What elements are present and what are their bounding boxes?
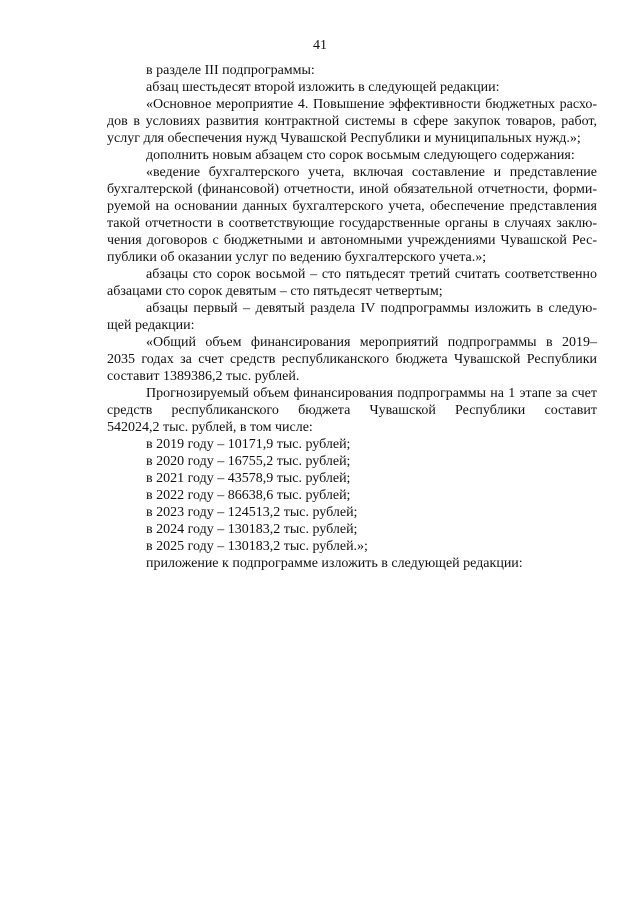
page-number: 41 <box>313 38 327 53</box>
text-line: абзацы сто сорок восьмой – сто пятьдесят третий считать соответственно <box>146 267 597 282</box>
text-line: составит 1389386,2 тыс. рублей. <box>107 369 300 384</box>
text-line: чения договоров с бюджетными и автономными учреждениями Чувашской Рес- <box>107 233 597 248</box>
text-line: Прогнозируемый объем финансирования подпрограммы на 1 этапе за счет <box>146 386 597 401</box>
text-line: в 2021 году – 43578,9 тыс. рублей; <box>146 471 351 486</box>
text-line: в 2025 году – 130183,2 тыс. рублей.»; <box>146 539 368 554</box>
text-line: такой отчетности в соответствующие государственные органы в случаях заклю- <box>107 216 597 231</box>
document-body <box>107 62 597 572</box>
text-line: дополнить новым абзацем сто сорок восьмым следующего содержания: <box>146 148 575 163</box>
text-line: 2035 годах за счет средств республиканского бюджета Чувашской Республики <box>107 352 597 367</box>
text-line: услуг для обеспечения нужд Чувашской Республики и муниципальных нужд.»; <box>107 131 581 146</box>
text-line: в 2024 году – 130183,2 тыс. рублей; <box>146 522 358 537</box>
text-line: 542024,2 тыс. рублей, в том числе: <box>107 420 313 435</box>
text-line: дов в условиях развития контрактной системы в сфере закупок товаров, работ, <box>107 114 597 129</box>
text-line: в 2022 году – 86638,6 тыс. рублей; <box>146 488 351 503</box>
text-line: приложение к подпрограмме изложить в следующей редакции: <box>146 556 523 571</box>
text-line: в разделе III подпрограммы: <box>146 63 315 78</box>
text-line: «ведение бухгалтерского учета, включая составление и представление <box>146 165 597 180</box>
text-line: абзацами сто сорок девятым – сто пятьдесят четвертым; <box>107 284 443 299</box>
text-line: «Основное мероприятие 4. Повышение эффективности бюджетных расхо- <box>146 97 597 112</box>
text-line: абзацы первый – девятый раздела IV подпрограммы изложить в следую- <box>146 301 597 316</box>
text-line: в 2020 году – 16755,2 тыс. рублей; <box>146 454 351 469</box>
text-line: публики об оказании услуг по ведению бухгалтерского учета.»; <box>107 250 487 265</box>
text-line: бухгалтерской (финансовой) отчетности, иной обязательной отчетности, форми- <box>107 182 597 197</box>
text-line: «Общий объем финансирования мероприятий подпрограммы в 2019– <box>146 335 597 350</box>
text-line: щей редакции: <box>107 318 195 333</box>
text-line: в 2023 году – 124513,2 тыс. рублей; <box>146 505 358 520</box>
text-line: в 2019 году – 10171,9 тыс. рублей; <box>146 437 351 452</box>
text-line: средств республиканского бюджета Чувашской Республики составит <box>107 403 597 418</box>
text-line: руемой на основании данных бухгалтерского учета, обеспечение представления <box>107 199 597 214</box>
text-line: абзац шестьдесят второй изложить в следующей редакции: <box>146 80 500 95</box>
